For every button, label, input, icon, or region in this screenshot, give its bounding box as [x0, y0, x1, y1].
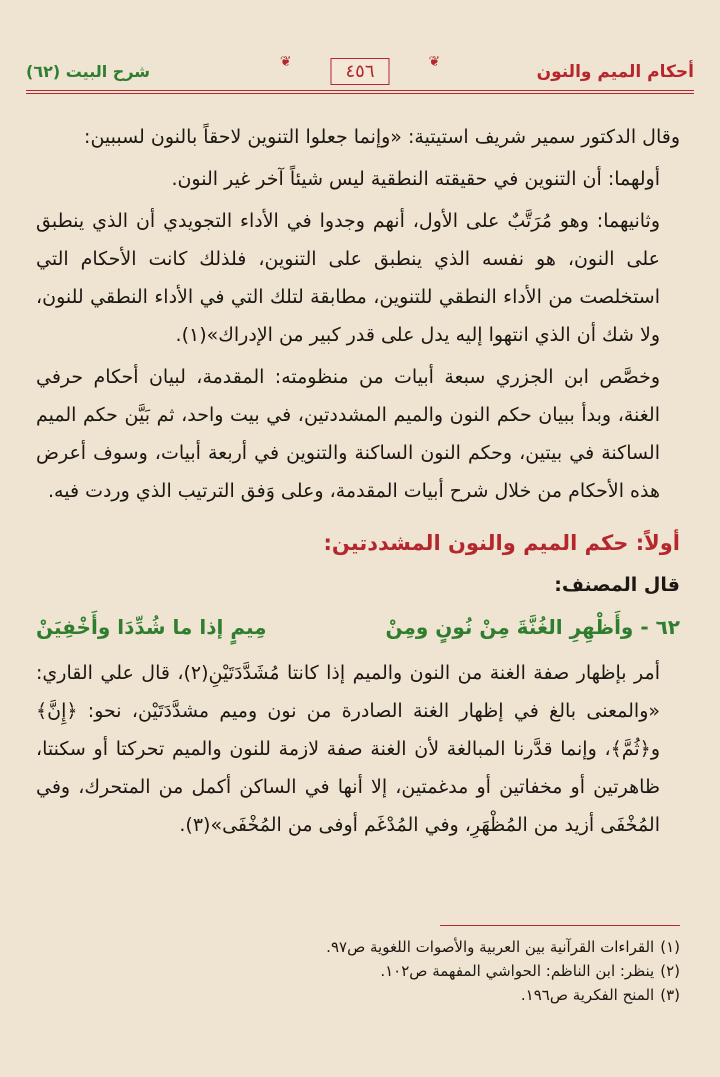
ornament-icon: ❦ [428, 54, 441, 70]
paragraph: وقال الدكتور سمير شريف استيتية: «وإنما جعلوا التنوين لاحقاً بالنون لسببين: [84, 126, 680, 148]
page-header [26, 54, 694, 100]
verse-first-hemistich: ٦٢ - وأَظْهِرِ الغُنَّةَ مِنْ نُونٍ ومِنْ [385, 615, 680, 639]
header-divider [26, 93, 694, 94]
footnote-text: القراءات القرآنية بين العربية والأصوات اللغوية ص٩٧. [326, 938, 655, 956]
verse-line [36, 608, 680, 646]
footnote-item [36, 959, 680, 983]
footnotes [36, 935, 680, 1007]
footnote-number: (٣) [660, 986, 680, 1004]
paragraph: أولهما: أن التنوين في حقيقته النطقية ليس شيئاً آخر غير النون. [171, 168, 660, 190]
header-divider [26, 90, 694, 91]
footnote-number: (١) [660, 938, 680, 956]
page-number: ٤٥٦ [330, 58, 389, 85]
section-heading: أولاً: حكم الميم والنون المشددتين: [323, 531, 680, 555]
footnote-text: ينظر: ابن الناظم: الحواشي المفهمة ص١٠٢. [380, 962, 655, 980]
footnote-text: المنح الفكرية ص١٩٦. [520, 986, 655, 1004]
ornament-icon: ❦ [279, 54, 292, 70]
footnote-item [36, 935, 680, 959]
paragraph: أمر بإظهار صفة الغنة من النون والميم إذا كانتا مُشَدَّدَتَيْنِ(٢)، قال علي القاري: «والمعنى بالغ في إظهار الغنة الصادرة من نون وميم مشدَّدَتَيْن، نحو: ﴿إِنَّ﴾ و﴿ثُمَّ﴾، وإنما قدَّرنا المبالغة لأن الغنة صفة لازمة للنون والميم تحركتا أو سكنتا، ظاهرتين أو مخفاتين أو مدغمتين، إلا أنها في الساكن أكمل من المتحرك، وفي المُخْفَى أزيد من المُظْهَرِ، وفي المُدْغَم أوفى من المُخْفَى»(٣). [36, 662, 660, 836]
paragraph: وثانيهما: وهو مُرَتَّبٌ على الأول، أنهم وجدوا في الأداء التجويدي أن الذي ينطبق على النون، هو نفسه الذي ينطبق على التنوين، فلذلك كانت الأحكام التي استخلصت من الأداء النطقي للتنوين، مطابقة لتلك التي في الأداء النطقي للنون، ولا شك أن الذي انتهوا إليه يدل على قدر كبير من الإدراك»(١). [36, 210, 660, 346]
footnote-divider [440, 925, 680, 926]
author-label: قال المصنف: [554, 574, 680, 596]
paragraph: وخصَّص ابن الجزري سبعة أبيات من منظومته: المقدمة، لبيان أحكام حرفي الغنة، وبدأ ببيان حكم النون والميم المشددتين، في بيت واحد، ثم بَيَّن حكم الميم الساكنة في بيتين، وحكم النون الساكنة والتنوين في أربعة أبيات، وسوف أعرض هذه الأحكام من خلال شرح أبيات المقدمة، وعلى وَفق الترتيب الذي وردت فيه. [36, 366, 660, 502]
footnote-item [36, 983, 680, 1007]
chapter-title: أحكام الميم والنون [536, 62, 694, 82]
main-text [36, 118, 680, 848]
verse-reference: شرح البيت (٦٢) [26, 62, 151, 81]
footnote-number: (٢) [660, 962, 680, 980]
verse-second-hemistich: مِيمٍ إذا ما شُدِّدَا وأَخْفِيَنْ [36, 615, 267, 639]
